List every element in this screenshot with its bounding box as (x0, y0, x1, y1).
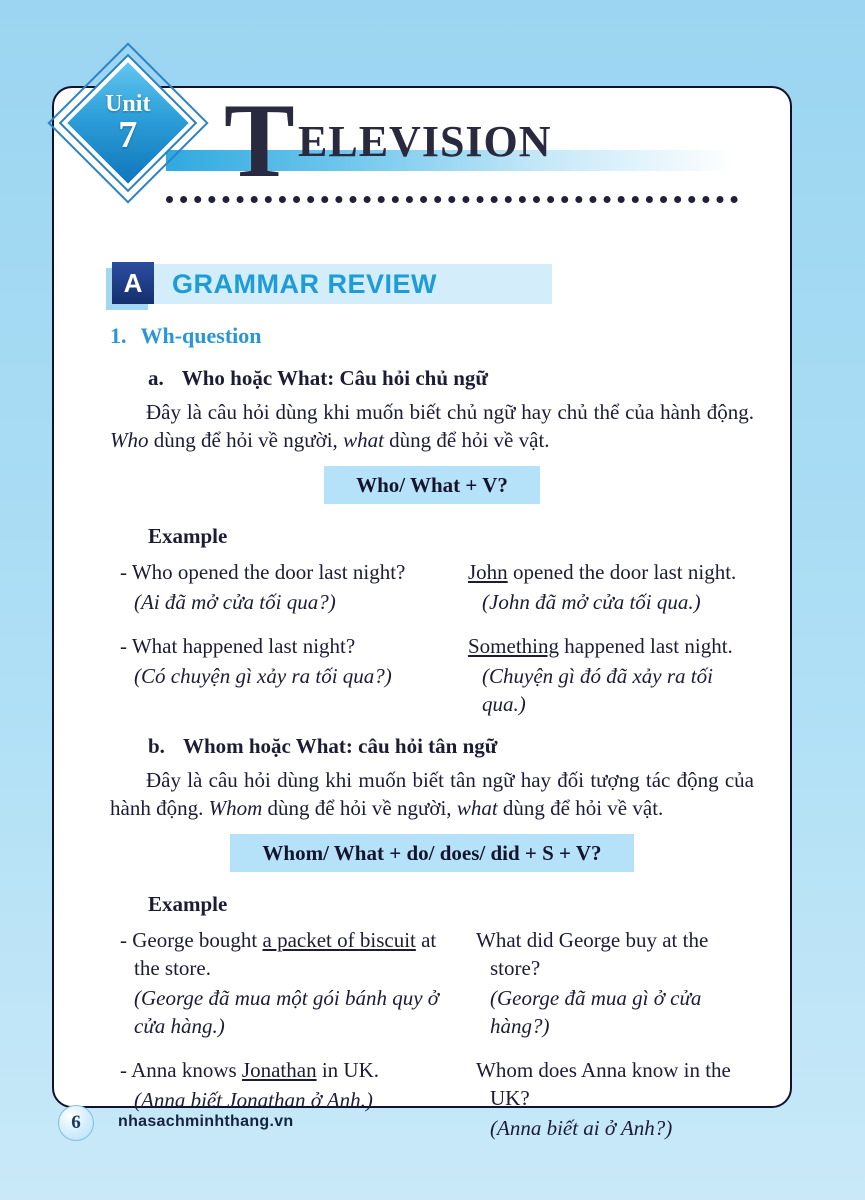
answer-rest: happened last night. (559, 634, 733, 658)
unit-label: Unit (105, 91, 151, 117)
part-a-heading (148, 364, 754, 392)
unit-number: 7 (118, 114, 138, 156)
page-number: 6 (71, 1112, 81, 1133)
unit-badge-text (105, 92, 150, 154)
intro-italic-what: what (343, 428, 384, 452)
statement-en (120, 926, 466, 982)
item-number: 1. (110, 323, 127, 348)
part-a-intro (110, 398, 754, 454)
example-a2-question (120, 632, 458, 718)
answer-subject-underlined: John (468, 560, 508, 584)
question-vi: (Có chuyện gì xảy ra tối qua?) (134, 664, 392, 688)
example-label-a: Example (148, 524, 228, 548)
intro-text: dùng để hỏi về người, (262, 796, 457, 820)
answer-rest: opened the door last night. (507, 560, 737, 584)
part-a-label: a. (148, 366, 164, 390)
website-label: nhasachminhthang.vn (118, 1113, 294, 1130)
dotted-divider (166, 196, 738, 203)
example-b2-question (476, 1056, 754, 1142)
intro-text: dùng để hỏi về vật. (497, 796, 664, 820)
content-body (110, 322, 754, 1142)
page-number-badge (58, 1105, 94, 1141)
intro-italic-who: Who (110, 428, 149, 452)
answer-en (468, 558, 754, 586)
answer-en (468, 632, 754, 660)
statement-vi: (Anna biết Jonathan ở Anh.) (134, 1088, 373, 1112)
statement-object-underlined: Jonathan (241, 1058, 317, 1082)
intro-text: Đây là câu hỏi dùng khi muốn biết chủ ngữ hay chủ thể của hành động. (146, 400, 754, 424)
statement-pre: - Anna knows (120, 1058, 242, 1082)
example-label-b: Example (148, 892, 228, 916)
question-vi: (George đã mua gì ở cửa hàng?) (490, 986, 702, 1038)
answer-vi: (John đã mở cửa tối qua.) (482, 590, 701, 614)
section-badge-a (112, 262, 154, 304)
statement-vi: (George đã mua một gói bánh quy ở cửa hàng.) (134, 986, 439, 1038)
section-badge-letter: A (123, 267, 143, 298)
formula-box-b: Whom/ What + do/ does/ did + S + V? (230, 834, 633, 872)
examples-b (120, 926, 754, 1142)
section-header (112, 264, 552, 304)
example-a2-answer (468, 632, 754, 718)
example-a1-answer (468, 558, 754, 616)
part-b-heading (148, 732, 754, 760)
intro-text: dùng để hỏi về vật. (383, 428, 550, 452)
example-b1-question (476, 926, 754, 1040)
part-b-label: b. (148, 734, 165, 758)
statement-object-underlined: a packet of biscuit (262, 928, 416, 952)
answer-subject-underlined: Something (468, 634, 560, 658)
question-en: - Who opened the door last night? (120, 560, 406, 584)
answer-vi: (Chuyện gì đó đã xảy ra tối qua.) (482, 664, 713, 716)
question-en: Whom does Anna know in the UK? (476, 1058, 731, 1110)
statement-rest: in UK. (316, 1058, 379, 1082)
intro-text: Đây là câu hỏi dùng khi muốn biết tân ngữ hay đối tượng tác động của hành động. (110, 768, 754, 820)
statement-rest: at the store. (134, 928, 437, 980)
intro-italic-whom: Whom (208, 796, 263, 820)
page-title: ELEVISION (298, 117, 552, 166)
statement-pre: - George bought (120, 928, 263, 952)
part-b-intro (110, 766, 754, 822)
section-title: GRAMMAR REVIEW (172, 268, 437, 299)
question-en: What did George buy at the store? (476, 928, 709, 980)
examples-a (120, 558, 754, 718)
example-b1-statement (120, 926, 466, 1040)
question-vi: (Ai đã mở cửa tối qua?) (134, 590, 336, 614)
grammar-item-title (110, 322, 754, 350)
formula-box-a: Who/ What + V? (324, 466, 540, 504)
intro-text: dùng để hỏi về người, (148, 428, 344, 452)
question-en: - What happened last night? (120, 634, 356, 658)
question-vi: (Anna biết ai ở Anh?) (490, 1116, 673, 1140)
title-dropcap: T (224, 82, 295, 199)
part-a-heading-text: Who hoặc What: Câu hỏi chủ ngữ (181, 366, 489, 390)
item-topic: Wh-question (140, 323, 262, 348)
statement-en (120, 1056, 466, 1084)
example-a1-question (120, 558, 458, 616)
part-b-heading-text: Whom hoặc What: câu hỏi tân ngữ (182, 734, 498, 758)
intro-italic-what: what (456, 796, 498, 820)
